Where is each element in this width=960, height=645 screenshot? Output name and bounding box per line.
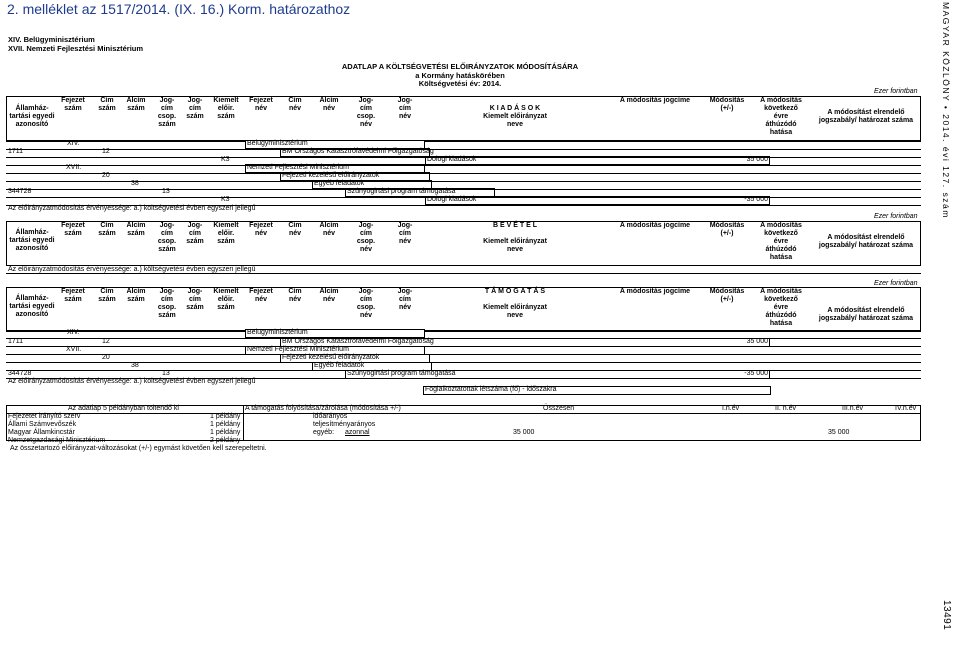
staff-label: Foglalkoztatottak létszáma (fő) - időszakra [425, 386, 557, 393]
validity-note-3: Az előirányzatmódosítás érvényessége: a.) költségvetési évben egyszeri jellegű [8, 378, 256, 385]
disb-row-3-extra: azonnal [345, 429, 370, 436]
form-subtitle: a Kormány hatáskörében [415, 70, 505, 80]
exp-value-2: -35 000 [744, 196, 768, 203]
exp-alcim-38: 38 [131, 180, 139, 187]
disb-q2-header: II. n.év [775, 405, 797, 412]
sup-value-2: -35 000 [744, 370, 768, 377]
sup-jogcim-name: Szúnyogirtási program támogatása [347, 370, 456, 377]
unit-label-3: Ezer forintban [874, 280, 918, 287]
section-title-kiadasok: K I A D Á S O K [489, 105, 541, 112]
col-jogcimcsop-nev: Jog- cím csop. név [356, 97, 376, 128]
col-fejezet-nev: Fejezet név [249, 97, 273, 112]
sup-fejezet-code-1: XIV. [67, 329, 80, 336]
sup-fejezet-code-2: XVII. [66, 346, 82, 353]
dist-name-2: Állami Számvevőszék [8, 421, 77, 428]
exp-fejezet-code-1: XIV. [67, 140, 80, 147]
col-elrendelo: A módosítást elrendelő jogszabály/ határozat száma [818, 109, 914, 124]
exp-cim-name-1: BM Országos Katasztrófavédelmi Főigazgatóság [282, 148, 434, 155]
col-allamhaz: Államház- tartási egyedi azonosító [9, 105, 55, 128]
exp-cim-20: 20 [102, 172, 110, 179]
exp-cim-name-2: Fejezeti kezelésű előirányzatok [282, 172, 380, 179]
dist-count-3: 1 példány [210, 429, 241, 436]
unit-label-2: Ezer forintban [874, 213, 918, 220]
exp-id-1711: 1711 [8, 148, 24, 155]
disb-row-2: teljesítményarányos [313, 421, 376, 428]
sup-cim-20: 20 [102, 354, 110, 361]
journal-side-title: MAGYAR KÖZLÖNY • 2014. évi 127. szám [941, 2, 951, 219]
section-title-tamogatas: T Á M O G A T Á S [484, 288, 546, 295]
disb-row-3-total: 35 000 [513, 429, 535, 436]
sup-value-1: 35 000 [746, 338, 768, 345]
col-kiemelt-szam: Kiemelt előir. szám [213, 97, 239, 120]
dist-name-1: Fejezetet irányító szerv [8, 413, 81, 420]
form-title: ADATLAP A KÖLTSÉGVETÉSI ELŐIRÁNYZATOK MÓDOSÍTÁSÁRA [341, 62, 579, 71]
budget-year: Költségvetési év: 2014. [418, 79, 502, 88]
dist-count-4: 2 példány [210, 437, 241, 444]
page-header: 2. melléklet az 1517/2014. (IX. 16.) Korm. határozathoz [7, 1, 351, 17]
sup-cim-12: 12 [102, 338, 110, 345]
disb-q1-header: I.n.év [722, 405, 740, 412]
sup-cim-name-2: Fejezeti kezelésű előirányzatok [282, 354, 380, 361]
exp-kiemelt-name-2: Dologi kiadások [427, 196, 477, 203]
col-kovetkezo-ev: A módosítás következő évre áthúzódó hatása [760, 97, 802, 136]
col-jogcim-nev: Jog- cím név [397, 97, 413, 120]
dist-name-3: Magyar Államkincstár [8, 429, 75, 436]
col-alcim-szam: Alcím szám [126, 97, 146, 112]
disb-total-header: Összesen [543, 405, 575, 412]
exp-jogcim-13: 13 [162, 188, 170, 195]
validity-note-1: Az előirányzatmódosítás érvényessége: a.) költségvetési évben egyszeri jellegű [8, 205, 256, 212]
distribution-header: Az adatlap 5 példányban töltendő ki [68, 405, 179, 412]
col-cim-szam: Cím szám [98, 97, 116, 112]
sup-alcim-38: 38 [131, 362, 139, 369]
exp-fejezet-code-2: XVII. [66, 164, 82, 171]
disb-row-3: egyéb: [313, 429, 335, 436]
col-jogcimcsop-szam: Jog- cím csop. szám [157, 97, 177, 128]
col-fejezet-szam: Fejezet szám [61, 97, 85, 112]
exp-kiemelt-k3-1: K3 [221, 156, 230, 163]
disb-q4-header: IV.n.év [895, 405, 917, 412]
ministry-line-1: XIV. Belügyminisztérium [8, 35, 95, 44]
sup-id-1711: 1711 [8, 338, 24, 345]
disb-row-1: időarányos [313, 413, 348, 420]
side-margin [936, 0, 958, 645]
ministry-line-2: XVII. Nemzeti Fejlesztési Minisztérium [8, 44, 144, 53]
col-kiemelt-neve: Kiemelt előirányzat neve [483, 113, 547, 128]
sup-fejezet-name-1: Belügyminisztérium [247, 329, 308, 336]
validity-note-2: Az előirányzatmódosítás érvényessége: a.) költségvetési évben egyszeri jellegű [8, 266, 256, 273]
sup-alcim-name: Egyéb feladatok [314, 362, 365, 369]
exp-cim-12: 12 [102, 148, 110, 155]
dist-name-4: Nemzetgazdasági Minisztérium [8, 437, 106, 444]
dist-count-2: 1 példány [210, 421, 241, 428]
disbursement-header: A támogatás folyósítása/zárolása (módosítása +/-) [245, 405, 401, 412]
exp-alcim-name: Egyéb feladatok [314, 180, 365, 187]
col-modositas-jogcime: A módosítás jogcíme [619, 97, 691, 104]
exp-id-344728: 344728 [8, 188, 32, 195]
exp-jogcim-name: Szúnyogirtási program támogatása [347, 188, 456, 195]
col-cim-nev: Cím név [288, 97, 302, 112]
section-title-bevetel: B E V É T E L [493, 222, 537, 229]
exp-kiemelt-name-1: Dologi kiadások [427, 156, 477, 163]
page-number: 13491 [941, 600, 952, 631]
sup-fejezet-name-2: Nemzeti Fejlesztési Minisztérium [247, 346, 349, 353]
col-alcim-nev: Alcím név [319, 97, 339, 112]
exp-fejezet-name-2: Nemzeti Fejlesztési Minisztérium [247, 164, 349, 171]
unit-label: Ezer forintban [874, 88, 918, 95]
footnote: Az összetartozó előirányzat-változásokat (+/-) egymást követően kell szerepeltetni. [10, 445, 267, 452]
disb-q3-header: III.n.év [842, 405, 864, 412]
exp-kiemelt-k3-2: K3 [221, 196, 230, 203]
dist-count-1: 1 példány [210, 413, 241, 420]
sup-id-344728: 344728 [8, 370, 32, 377]
exp-fejezet-name-1: Belügyminisztérium [247, 140, 308, 147]
exp-value-1: 35 000 [746, 156, 768, 163]
col-jogcim-szam: Jog- cím szám [186, 97, 204, 120]
disb-row-3-q1: 35 000 [828, 429, 850, 436]
sup-cim-name-1: BM Országos Katasztrófavédelmi Főigazgatóság [282, 338, 434, 345]
col-modositas: Módosítás (+/-) [709, 97, 745, 112]
sup-jogcim-13: 13 [162, 370, 170, 377]
